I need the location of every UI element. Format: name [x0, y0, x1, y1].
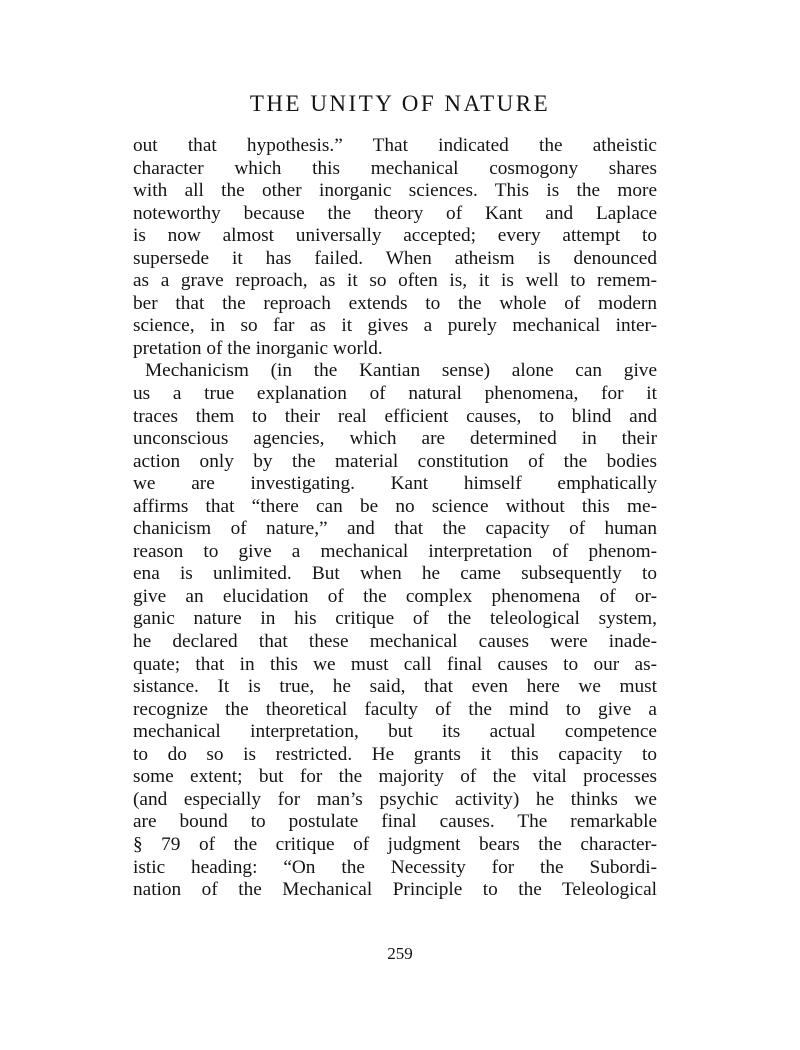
text-line: pretation of the inorganic world. — [133, 337, 383, 359]
text-line: character which this mechanical cosmogony shares — [133, 157, 657, 179]
text-line: unconscious agencies, which are determined in their — [133, 428, 657, 450]
text-line: us a true explanation of natural phenomena, for it — [133, 383, 657, 405]
text-line: mechanical interpretation, but its actual competence — [133, 721, 657, 743]
text-line: some extent; but for the majority of the vital processes — [133, 766, 657, 788]
text-line: is now almost universally accepted; every attempt to — [133, 225, 657, 247]
text-line: ena is unlimited. But when he came subsequently to — [133, 563, 657, 585]
body-text — [133, 135, 657, 902]
text-line: with all the other inorganic sciences. This is the more — [133, 180, 657, 202]
text-line: ganic nature in his critique of the teleological system, — [133, 608, 657, 630]
running-head: THE UNITY OF NATURE — [249, 91, 551, 116]
text-line: recognize the theoretical faculty of the mind to give a — [133, 698, 657, 720]
text-line: chanicism of nature,” and that the capacity of human — [133, 518, 657, 540]
text-line: he declared that these mechanical causes were inade- — [133, 631, 657, 653]
text-line: § 79 of the critique of judgment bears the character- — [133, 833, 657, 855]
text-line: Mechanicism (in the Kantian sense) alone can give — [145, 360, 657, 382]
text-line: give an elucidation of the complex phenomena of or- — [133, 585, 657, 607]
text-line: action only by the material constitution of the bodies — [133, 450, 657, 472]
text-line: to do so is restricted. He grants it this capacity to — [133, 743, 657, 765]
text-line: (and especially for man’s psychic activity) he thinks we — [133, 788, 657, 810]
text-line: noteworthy because the theory of Kant and Laplace — [133, 202, 657, 224]
text-line: as a grave reproach, as it so often is, it is well to remem- — [133, 270, 657, 292]
page-number: 259 — [387, 944, 413, 963]
text-line: istic heading: “On the Necessity for the Subordi- — [133, 856, 657, 878]
text-line: traces them to their real efficient causes, to blind and — [133, 405, 657, 427]
text-line: are bound to postulate final causes. The remarkable — [133, 811, 657, 833]
text-line: we are investigating. Kant himself emphatically — [133, 473, 657, 495]
text-line: sistance. It is true, he said, that even here we must — [133, 676, 657, 698]
text-line: supersede it has failed. When atheism is denounced — [133, 247, 657, 269]
text-line: out that hypothesis.” That indicated the atheistic — [133, 135, 657, 156]
text-line: reason to give a mechanical interpretation of phenom- — [133, 540, 657, 562]
text-line: nation of the Mechanical Principle to the Teleological — [133, 879, 657, 901]
text-line: quate; that in this we must call final causes to our as- — [133, 653, 657, 675]
text-line: science, in so far as it gives a purely mechanical inter- — [133, 315, 657, 337]
text-line: affirms that “there can be no science without this me- — [133, 495, 657, 517]
text-line: ber that the reproach extends to the whole of modern — [133, 292, 657, 314]
